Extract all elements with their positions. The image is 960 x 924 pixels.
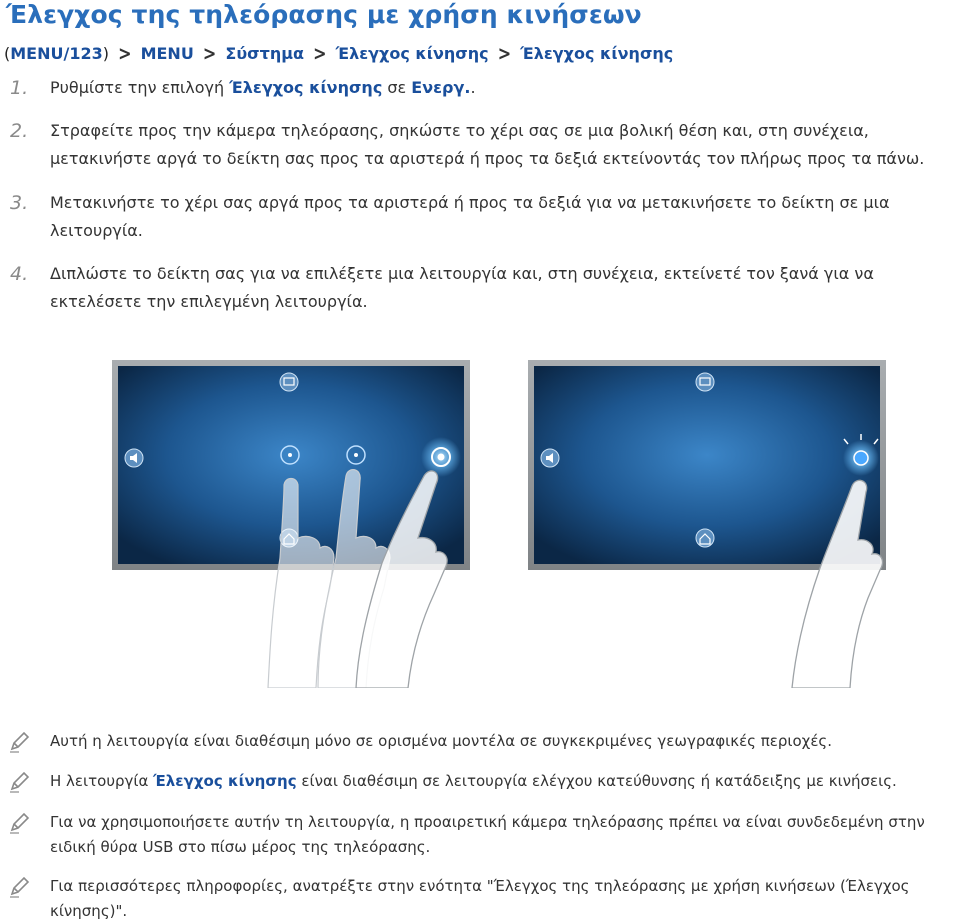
pencil-icon (8, 812, 30, 834)
step-text: Διπλώστε το δείκτη σας για να επιλέξετε μια λειτουργία και, στη συνέχεια, εκτείνετέ τον ξανά για να εκτελέσετε την επιλεγμένη λειτουργία. (50, 264, 874, 311)
path-open-paren: ( (4, 44, 11, 63)
keyword: Έλεγχος κίνησης (153, 772, 297, 790)
home-icon (696, 529, 714, 547)
pencil-icon (8, 771, 30, 793)
tv-screen-icon (280, 373, 298, 391)
tv-screen-icon (696, 373, 714, 391)
menu-path (4, 44, 673, 63)
tv-right (528, 360, 886, 688)
step-text: Στραφείτε προς την κάμερα τηλεόρασης, σηκώστε το χέρι σας σε μια βολική θέση και, στη συνέχεια, μετακινήστε αργά το δείκτη σας προς τα αριστερά ή προς τα δεξιά εκτείνοντάς τον πλήρως προς τα πάνω. (50, 121, 925, 168)
chevron-right-icon: > (497, 42, 512, 65)
volume-icon (541, 449, 559, 467)
pencil-icon (8, 731, 30, 753)
step-number: 2. (10, 120, 29, 142)
note-text: Για περισσότερες πληροφορίες, ανατρέξτε στην ενότητα "Έλεγχος της τηλεόρασης με χρήση κινήσεων (Έλεγχος κίνησης)". (50, 877, 910, 920)
tv-left (112, 360, 470, 688)
keyword: Ενεργ. (411, 78, 471, 97)
keyword: Έλεγχος κίνησης (229, 78, 383, 97)
step-number: 4. (10, 263, 29, 285)
path-item-menu: MENU (140, 44, 194, 63)
note-text: Για να χρησιμοποιήσετε αυτήν τη λειτουργία, η προαιρετική κάμερα τηλεόρασης πρέπει να είναι συνδεδεμένη στην ειδική θύρα USB στο πίσω μέρος της τηλεόρασης. (50, 813, 925, 856)
motion-control-illustration (112, 358, 887, 688)
volume-icon (125, 449, 143, 467)
path-item-system: Σύστημα (225, 44, 304, 63)
chevron-right-icon: > (313, 42, 327, 65)
path-item-motion-control: Έλεγχος κίνησης (335, 44, 489, 63)
step-text: Μετακινήστε το χέρι σας αργά προς τα αριστερά ή προς τα δεξιά για να μετακινήσετε το δείκτη σε μια λειτουργία. (50, 193, 890, 240)
page-title: Έλεγχος της τηλεόρασης με χρήση κινήσεων (6, 0, 642, 29)
note-text: Αυτή η λειτουργία είναι διαθέσιμη μόνο σε ορισμένα μοντέλα σε συγκεκριμένες γεωγραφικές περιοχές. (50, 732, 833, 750)
path-close-paren: ) (102, 44, 109, 63)
path-item-motion-control-setting: Έλεγχος κίνησης (520, 44, 674, 63)
path-menu123: MENU/123 (10, 44, 103, 63)
note-text: Η λειτουργία Έλεγχος κίνησης είναι διαθέσιμη σε λειτουργία ελέγχου κατεύθυνσης ή κατάδειξης με κινήσεις. (50, 772, 897, 790)
pencil-icon (8, 876, 30, 898)
chevron-right-icon: > (202, 42, 217, 65)
chevron-right-icon: > (118, 42, 132, 65)
step-number: 3. (10, 192, 29, 214)
step-number: 1. (10, 77, 29, 99)
step-text: Ρυθμίστε την επιλογή Έλεγχος κίνησης σε Ενεργ.. (50, 78, 476, 97)
